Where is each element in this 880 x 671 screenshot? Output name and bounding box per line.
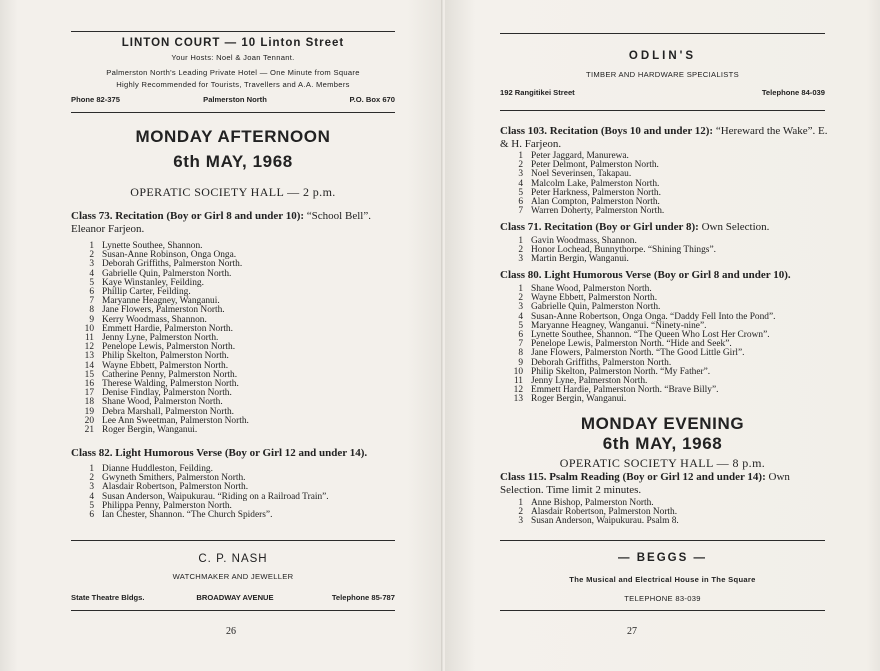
entry-name: Warren Doherty, Palmerston North. — [531, 206, 665, 217]
entry-name: Lynette Southee, Shannon. — [102, 241, 203, 251]
entry-number: 6 — [89, 510, 94, 521]
entry-row — [507, 517, 827, 526]
entry-name: Jenny Lyne, Palmerston North. — [102, 333, 219, 344]
entry-name: Roger Bergin, Wanganui. — [102, 425, 198, 436]
entry-name: Susan-Anne Robertson, Onga Onga. “Daddy Fell Into the Pond”. — [531, 311, 776, 322]
entry-number: 1 — [518, 151, 523, 161]
entry-number: 1 — [518, 284, 523, 294]
entry-name: Maryanne Heagney, Wanganui. “Ninety-nine”. — [531, 320, 707, 331]
nash-ad-left: State Theatre Bldgs. — [71, 593, 145, 602]
entry-number: 10 — [513, 366, 523, 377]
page-number-right: 27 — [627, 626, 637, 637]
entry-number: 6 — [518, 197, 523, 208]
entry-name: Emmett Hardie, Palmerston North. — [102, 323, 233, 334]
entry-name: Wayne Ebbett, Palmerston North. — [102, 360, 229, 371]
entry-number: 18 — [84, 397, 94, 408]
odlins-ad-phone: Telephone 84-039 — [761, 88, 825, 97]
entry-name: Lynette Southee, Shannon. “The Queen Who Lost Her Crown”. — [531, 330, 770, 341]
entry-name: Phillip Carter, Feilding. — [102, 287, 191, 298]
entry-number: 21 — [84, 425, 94, 436]
entry-name: Shane Wood, Palmerston North. — [102, 397, 223, 408]
entry-name: Susan-Anne Robinson, Onga Onga. — [102, 250, 237, 261]
class-80-heading — [500, 269, 830, 282]
nash-ad-sub: WATCHMAKER AND JEWELLER — [172, 572, 294, 581]
entry-number: 9 — [518, 357, 523, 368]
odlins-top-rule — [500, 33, 825, 34]
class-71-piece: Own Selection. — [698, 221, 770, 233]
entry-name: Kerry Woodmass, Shannon. — [102, 314, 207, 325]
entry-name: Susan Anderson, Waipukurau. “Riding on a Railroad Train”. — [102, 491, 329, 502]
entry-name: Jenny Lyne, Palmerston North. — [531, 376, 648, 387]
session-venue: OPERATIC SOCIETY HALL — 2 p.m. — [130, 185, 336, 199]
entry-number: 14 — [84, 360, 94, 371]
page-number-left: 26 — [226, 626, 236, 637]
session-title: MONDAY AFTERNOON — [135, 127, 331, 146]
entry-number: 1 — [89, 464, 94, 474]
entry-number: 3 — [89, 482, 94, 493]
beggs-ad-title: — BEGGS — — [618, 552, 707, 564]
entry-name: Philip Skelton, Palmerston North. — [102, 351, 229, 362]
odlins-ad-address: 192 Rangitikei Street — [500, 88, 575, 97]
entry-number: 2 — [518, 160, 523, 171]
linton-court-line1: Palmerston North's Leading Private Hotel — One Minute from Square — [106, 68, 360, 77]
evening-session-title: MONDAY EVENING — [580, 414, 745, 433]
entry-number: 5 — [518, 187, 523, 198]
entry-name: Peter Harkness, Palmerston North. — [531, 187, 661, 198]
entry-name: Alan Compton, Palmerston North. — [531, 197, 660, 208]
entry-name: Anne Bishop, Palmerston North. — [531, 498, 654, 508]
entry-name: Peter Delmont, Palmerston North. — [531, 160, 659, 171]
class-115-heading — [500, 471, 830, 497]
entry-name: Jane Flowers, Palmerston North. “The Good Little Girl”. — [531, 348, 745, 359]
nash-ad-title: C. P. NASH — [198, 553, 268, 565]
class-115-entries — [507, 499, 827, 527]
entry-name: Philippa Penny, Palmerston North. — [102, 500, 232, 511]
entry-name: Deborah Griffiths, Palmerston North. — [102, 259, 243, 270]
nash-ad-right: Telephone 85-787 — [331, 593, 395, 602]
entry-number: 11 — [84, 333, 94, 344]
odlins-bottom-rule — [500, 110, 825, 111]
entry-name: Wayne Ebbett, Palmerston North. — [531, 293, 658, 304]
entry-number: 11 — [513, 376, 523, 387]
odlins-ad-title: ODLIN'S — [628, 50, 697, 62]
entry-name: Deborah Griffiths, Palmerston North. — [531, 357, 672, 368]
class-115-piece: Own Selection. Time limit 2 minutes. — [500, 471, 790, 496]
class-73-entries — [78, 242, 398, 435]
entry-number: 3 — [518, 516, 523, 527]
evening-session-date: 6th MAY, 1968 — [602, 434, 723, 453]
entry-name: Roger Bergin, Wanganui. — [531, 394, 627, 405]
entry-number: 3 — [518, 254, 523, 265]
entry-name: Gwyneth Smithers, Palmerston North. — [102, 473, 246, 484]
entry-name: Penelope Lewis, Palmerston North. — [102, 342, 236, 353]
entry-name: Catherine Penny, Palmerston North. — [102, 369, 238, 380]
entry-row — [507, 395, 827, 404]
linton-court-line2: Highly Recommended for Tourists, Travellers and A.A. Members — [116, 80, 350, 89]
class-103-piece: “Hereward the Wake”. E. & H. Farjeon. — [500, 125, 828, 150]
class-73-heading — [71, 210, 401, 236]
entry-number: 2 — [518, 293, 523, 304]
entry-number: 19 — [84, 406, 94, 417]
odlins-ad-sub: TIMBER AND HARDWARE SPECIALISTS — [586, 70, 739, 79]
entry-name: Honor Lochead, Bunnythorpe. “Shining Things”. — [531, 245, 716, 256]
entry-number: 3 — [89, 259, 94, 270]
session-date: 6th MAY, 1968 — [173, 152, 293, 171]
page-right — [445, 0, 880, 671]
beggs-top-rule — [500, 540, 825, 541]
entry-name: Shane Wood, Palmerston North. — [531, 284, 652, 294]
entry-name: Malcolm Lake, Palmerston North. — [531, 178, 660, 189]
entry-number: 2 — [89, 250, 94, 261]
entry-number: 5 — [89, 500, 94, 511]
nash-top-rule — [71, 540, 395, 541]
entry-row — [507, 207, 827, 216]
entry-name: Ian Chester, Shannon. “The Church Spiders”. — [102, 510, 273, 521]
entry-number: 7 — [518, 339, 523, 350]
entry-name: Alasdair Robertson, Palmerston North. — [531, 507, 678, 518]
nash-bottom-rule — [71, 610, 395, 611]
entry-name: Denise Findlay, Palmerston North. — [102, 388, 232, 399]
entry-number: 12 — [84, 342, 94, 353]
class-80-entries — [507, 285, 827, 405]
entry-number: 9 — [89, 314, 94, 325]
entry-name: Philip Skelton, Palmerston North. “My Father”. — [531, 366, 711, 377]
class-80-label: Class 80. Light Humorous Verse (Boy or Girl 8 and under 10). — [500, 269, 791, 281]
entry-number: 3 — [518, 169, 523, 180]
entry-name: Susan Anderson, Waipukurau. Psalm 8. — [531, 516, 679, 527]
entry-name: Maryanne Heagney, Wanganui. — [102, 296, 220, 307]
entry-name: Penelope Lewis, Palmerston North. “Hide and Seek”. — [531, 339, 732, 350]
entry-name: Lee Ann Sweetman, Palmerston North. — [102, 415, 249, 426]
entry-row — [78, 426, 398, 435]
class-115-label: Class 115. Psalm Reading (Boy or Girl 12 and under 14): — [500, 471, 766, 483]
linton-court-box: P.O. Box 670 — [349, 95, 395, 104]
entry-name: Alasdair Robertson, Palmerston North. — [102, 482, 249, 493]
entry-number: 1 — [518, 236, 523, 246]
entry-number: 6 — [89, 287, 94, 298]
entry-number: 20 — [84, 415, 94, 426]
entry-number: 8 — [518, 348, 523, 359]
linton-court-hosts: Your Hosts: Noel & Joan Tennant. — [171, 53, 295, 62]
entry-number: 8 — [89, 305, 94, 316]
class-71-label: Class 71. Recitation (Boy or Girl under 8): — [500, 221, 699, 233]
entry-name: Martin Bergin, Wanganui. — [531, 254, 629, 265]
beggs-bottom-rule — [500, 610, 825, 611]
beggs-ad-phone: TELEPHONE 83-039 — [624, 594, 701, 603]
entry-row — [507, 255, 827, 264]
class-82-label: Class 82. Light Humorous Verse (Boy or Girl 12 and under 14). — [71, 447, 368, 459]
entry-name: Debra Marshall, Palmerston North. — [102, 406, 235, 417]
entry-number: 7 — [89, 296, 94, 307]
entry-name: Gabrielle Quin, Palmerston North. — [102, 268, 232, 279]
entry-number: 4 — [89, 491, 94, 502]
entry-number: 4 — [518, 178, 523, 189]
entry-name: Therese Walding, Palmerston North. — [102, 379, 239, 390]
entry-number: 5 — [518, 320, 523, 331]
entry-name: Emmett Hardie, Palmerston North. “Brave Billy”. — [531, 385, 719, 396]
entry-number: 13 — [513, 394, 523, 405]
entry-number: 17 — [84, 388, 94, 399]
class-73-label: Class 73. Recitation (Boy or Girl 8 and under 10): — [71, 210, 305, 222]
entry-number: 2 — [518, 507, 523, 518]
evening-session-venue: OPERATIC SOCIETY HALL — 8 p.m. — [559, 456, 766, 470]
entry-name: Gavin Woodmass, Shannon. — [531, 236, 637, 246]
entry-name: Kaye Winstanley, Feilding. — [102, 277, 204, 288]
class-82-entries — [78, 465, 398, 520]
entry-number: 3 — [518, 302, 523, 313]
entry-number: 12 — [513, 385, 523, 396]
entry-number: 7 — [518, 206, 523, 217]
entry-name: Peter Jaggard, Manurewa. — [531, 151, 629, 161]
entry-row — [78, 511, 398, 520]
class-103-heading — [500, 125, 828, 151]
linton-court-ad-title: LINTON COURT — 10 Linton Street — [121, 37, 345, 49]
class-71-entries — [507, 237, 827, 265]
beggs-ad-sub: The Musical and Electrical House in The Square — [569, 575, 756, 584]
entry-name: Noel Severinsen, Takapau. — [531, 169, 632, 180]
entry-number: 5 — [89, 277, 94, 288]
entry-number: 2 — [518, 245, 523, 256]
linton-court-city: Palmerston North — [203, 95, 267, 104]
class-103-label: Class 103. Recitation (Boys 10 and under 12): — [500, 125, 714, 137]
entry-number: 13 — [84, 351, 94, 362]
ad-bottom-rule — [71, 112, 395, 113]
entry-number: 15 — [84, 369, 94, 380]
entry-name: Gabrielle Quin, Palmerston North. — [531, 302, 661, 313]
entry-number: 1 — [518, 498, 523, 508]
class-71-heading — [500, 221, 828, 234]
entry-number: 1 — [89, 241, 94, 251]
class-103-entries — [507, 152, 827, 216]
entry-name: Dianne Huddleston, Feilding. — [102, 464, 213, 474]
entry-number: 2 — [89, 473, 94, 484]
nash-ad-mid: BROADWAY AVENUE — [196, 593, 274, 602]
entry-number: 4 — [89, 268, 94, 279]
entry-name: Jane Flowers, Palmerston North. — [102, 305, 225, 316]
entry-number: 16 — [84, 379, 94, 390]
entry-number: 10 — [84, 323, 94, 334]
class-82-heading — [71, 447, 401, 460]
linton-court-phone: Phone 82-375 — [71, 95, 120, 104]
class-73-piece: “School Bell”. Eleanor Farjeon. — [71, 210, 371, 235]
top-rule — [71, 31, 395, 32]
entry-number: 6 — [518, 330, 523, 341]
entry-number: 4 — [518, 311, 523, 322]
